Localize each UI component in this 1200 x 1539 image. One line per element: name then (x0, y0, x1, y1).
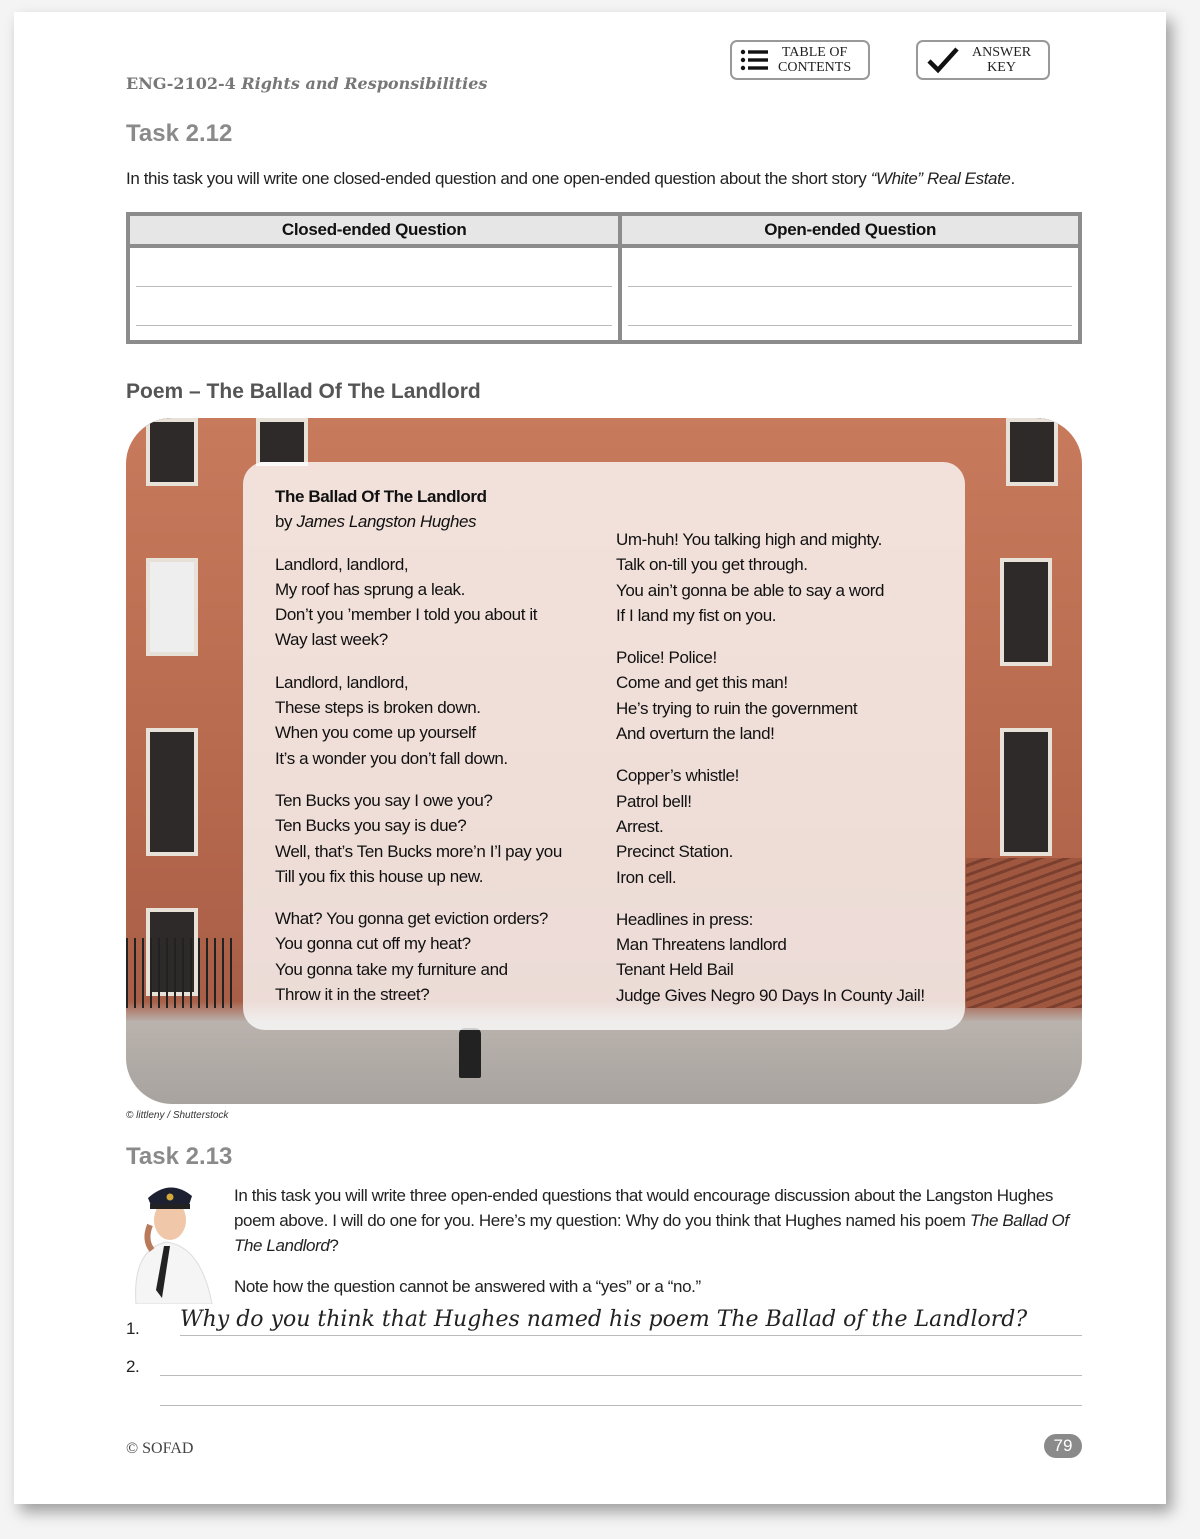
task2-note: Note how the question cannot be answered with a “yes” or a “no.” (234, 1277, 701, 1296)
poem-line: Well, that’s Ten Bucks more’n I’l pay you (275, 841, 562, 861)
answer-1-text[interactable]: Why do you think that Hughes named his poem The Ballad of the Landlord? (180, 1307, 1028, 1332)
poem-line: Judge Gives Negro 90 Days In County Jail! (616, 985, 925, 1005)
poem-line: Patrol bell! (616, 791, 692, 811)
poem-line: Till you fix this house up new. (275, 866, 484, 886)
poem-line: Way last week? (275, 630, 388, 650)
poem-line: Copper’s whistle! (616, 766, 739, 786)
poem-stanza (616, 907, 925, 1008)
poem-stanza (616, 763, 925, 889)
poem-left-column (275, 484, 562, 1024)
poem-line: Precinct Station. (616, 842, 733, 862)
poem-line: You gonna cut off my heat? (275, 934, 471, 954)
poem-line: Tenant Held Bail (616, 960, 734, 980)
poem-line: My roof has sprung a leak. (275, 579, 465, 599)
poem-stanza (616, 527, 925, 628)
poem-stanza (275, 670, 562, 771)
closed-question-answer-field[interactable] (128, 246, 620, 342)
answer-line-1 (180, 1335, 1082, 1336)
poem-title: The Ballad Of The Landlord (275, 487, 487, 506)
poem-line: Police! Police! (616, 648, 717, 668)
poem-line: You gonna take my furniture and (275, 959, 508, 979)
answer-key-button[interactable]: ANSWER KEY (916, 40, 1050, 80)
poem-author: by James Langston Hughes (275, 512, 477, 532)
poem-line: Come and get this man! (616, 673, 788, 693)
poem-right-column (616, 527, 925, 1025)
answer-number-2: 2. (126, 1357, 140, 1376)
poem-line: Headlines in press: (616, 909, 753, 929)
poem-line: Man Threatens landlord (616, 935, 787, 955)
task2-instruction: In this task you will write three open-ended questions that would encourage discussion about the Langston Hughes poem above. I will do one for you. Here’s my question: Why do you think that Hughes named his poem The Ballad Of The Landlord? (234, 1186, 1069, 1255)
copyright: © SOFAD (126, 1440, 194, 1457)
poem-line: Talk on-till you get through. (616, 555, 808, 575)
poem-panel (243, 462, 965, 1030)
answer-number-1: 1. (126, 1319, 140, 1338)
task-title: Task 2.12 (126, 120, 233, 147)
poem-line: Arrest. (616, 816, 664, 836)
poem-line: Don’t you ’member I told you about it (275, 605, 538, 625)
poem-heading: Poem – The Ballad Of The Landlord (126, 380, 481, 403)
poem-line: These steps is broken down. (275, 698, 481, 718)
poem-line: Landlord, landlord, (275, 672, 409, 692)
poem-stanza (275, 906, 562, 1007)
course-header: ENG-2102-4 Rights and Responsibilities (126, 74, 488, 93)
answer-line-3[interactable] (160, 1405, 1082, 1406)
task-title-2: Task 2.13 (126, 1143, 233, 1170)
poem-line: You ain’t gonna be able to say a word (616, 580, 885, 600)
answer-line-2[interactable] (160, 1375, 1082, 1376)
page-number: 79 (1044, 1434, 1082, 1458)
table-of-contents-button[interactable]: TABLE OF CONTENTS (730, 40, 870, 80)
poem-line: If I land my fist on you. (616, 605, 777, 625)
poem-line: Ten Bucks you say is due? (275, 816, 467, 836)
poem-line: Iron cell. (616, 867, 677, 887)
poem-line: He’s trying to ruin the government (616, 698, 858, 718)
column-header-closed: Closed-ended Question (128, 214, 620, 246)
poem-line: Landlord, landlord, (275, 554, 409, 574)
poem-line: When you come up yourself (275, 723, 476, 743)
list-icon (740, 48, 770, 72)
open-question-answer-field[interactable] (620, 246, 1080, 342)
checkmark-icon (926, 46, 960, 74)
pilot-avatar (126, 1180, 216, 1304)
document-page (14, 12, 1166, 1504)
poem-stanza (616, 645, 925, 746)
poem-line: It’s a wonder you don’t fall down. (275, 748, 508, 768)
photo-credit: © littleny / Shutterstock (126, 1110, 229, 1121)
poem-line: Throw it in the street? (275, 985, 430, 1005)
poem-stanza (275, 788, 562, 889)
poem-line: And overturn the land! (616, 724, 775, 744)
question-table (126, 212, 1082, 344)
column-header-open: Open-ended Question (620, 214, 1080, 246)
poem-line: Ten Bucks you say I owe you? (275, 790, 493, 810)
task-instruction: In this task you will write one closed-ended question and one open-ended question about the short story “White” Real Estate. (126, 169, 1015, 188)
poem-stanza (275, 552, 562, 653)
poem-line: Um-huh! You talking high and mighty. (616, 530, 882, 549)
poem-line: What? You gonna get eviction orders? (275, 909, 548, 929)
